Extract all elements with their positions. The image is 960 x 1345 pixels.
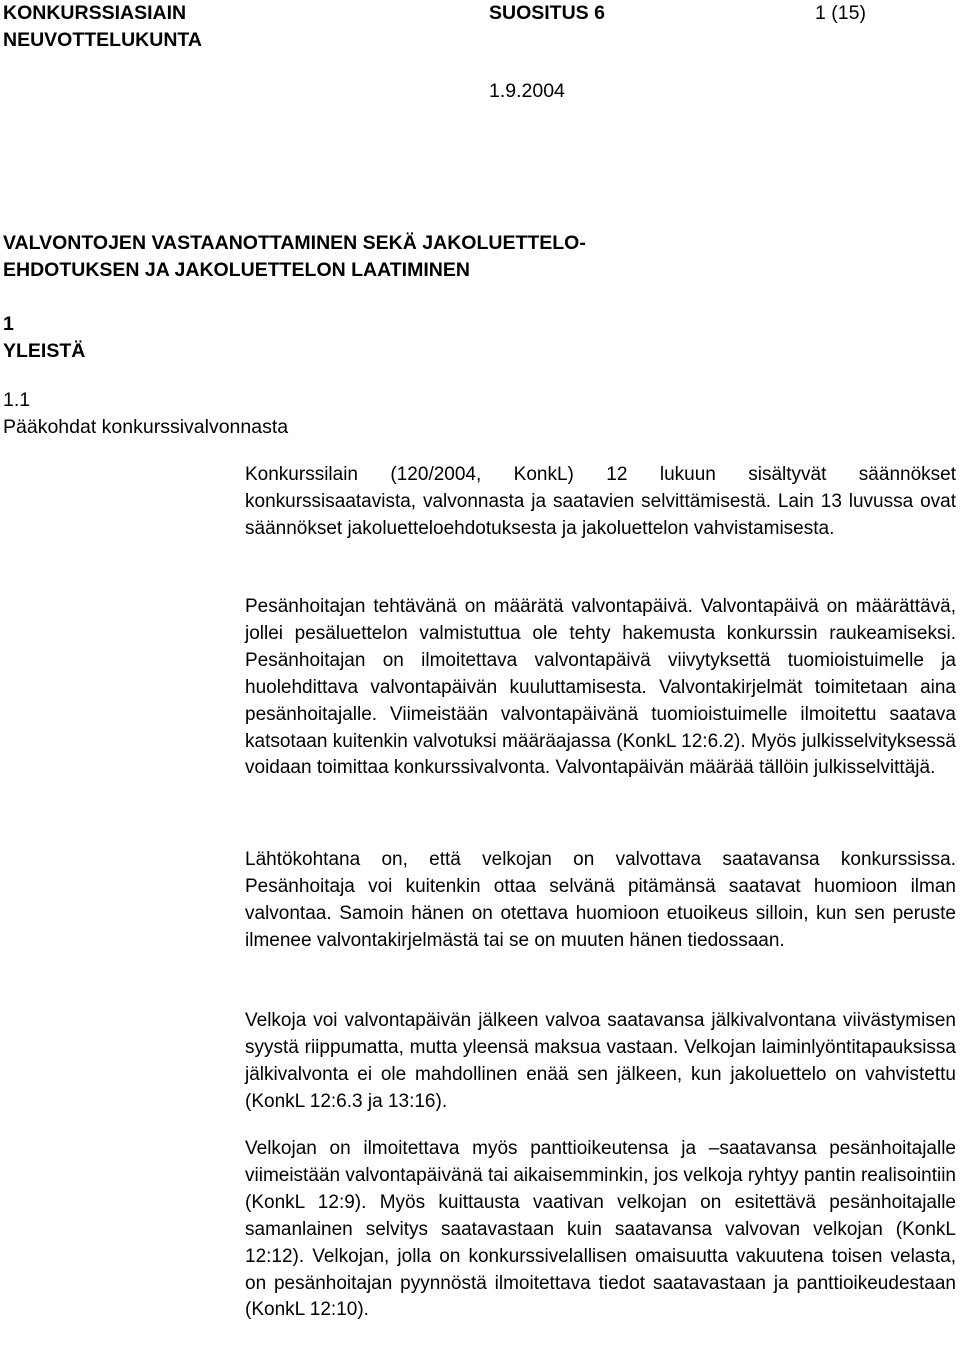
organization-name bbox=[3, 0, 202, 54]
section-number: 1 bbox=[3, 313, 14, 335]
paragraph: Pesänhoitajan tehtävänä on määrätä valvontapäivä. Valvontapäivä on määrättävä, jollei pesäluettelon valmistuttua ole tehty hakemusta konkurssin raukeamiseksi. Pesänhoitajan on ilmoitettava valvontapäivä viivytyksettä tuomioistuimelle ja huolehdittava valvontapäivän kuuluttamisesta. Valvontakirjelmät toimitetaan aina pesänhoitajalle. Viimeistään valvontapäivänä tuomioistuimelle ilmoitettu saatava katsotaan kuitenkin valvotuksi määräajassa (KonkL 12:6.2). Myös julkisselvityksessä voidaan toimittaa konkurssivalvonta. Valvontapäivän määrää tällöin julkisselvittäjä. bbox=[245, 596, 956, 779]
organization-name-line2: NEUVOTTELUKUNTA bbox=[3, 29, 202, 51]
document-type: SUOSITUS 6 bbox=[489, 2, 605, 24]
section-number: 1.1 bbox=[3, 389, 31, 411]
document-title bbox=[3, 230, 586, 284]
paragraph: Konkurssilain (120/2004, KonkL) 12 lukuun sisältyvät säännökset konkurssisaatavista, valvonnasta ja saatavien selvittämisestä. Lain 13 luvussa ovat säännökset jakoluetteloehdotuksesta ja jakoluettelon vahvistamisesta. bbox=[245, 464, 956, 539]
section-1-heading bbox=[3, 311, 85, 365]
document-title-line2: EHDOTUKSEN JA JAKOLUETTELON LAATIMINEN bbox=[3, 259, 470, 281]
section-title: Pääkohdat konkurssivalvonnasta bbox=[3, 416, 289, 438]
paragraph: Velkojan on ilmoitettava myös panttioikeutensa ja –saatavansa pesänhoitajalle viimeistään valvontapäivänä tai aikaisemminkin, jos velkoja ryhtyy pantin realisointiin (KonkL 12:9). Myös kuittausta vaativan velkojan on esitettävä pesänhoitajalle samanlainen selvitys saatavastaan kuin saatavansa valvovan velkojan (KonkL 12:12). Velkojan, jolla on konkurssivelallisen omaisuutta vakuutena toisen velasta, on pesänhoitajan pyynnöstä ilmoitettava tiedot saatavastaan ja panttioikeudestaan (KonkL 12:10). bbox=[245, 1138, 956, 1321]
organization-name-line1: KONKURSSIASIAIN bbox=[3, 2, 187, 24]
paragraph: Lähtökohtana on, että velkojan on valvottava saatavansa konkurssissa. Pesänhoitaja voi kuitenkin ottaa selvänä pitämänsä saatavat huomioon ilman valvontaa. Samoin hänen on otettava huomioon etuoikeus silloin, kun sen peruste ilmenee valvontakirjelmästä tai se on muuten hänen tiedossaan. bbox=[245, 849, 956, 951]
paragraph: Velkoja voi valvontapäivän jälkeen valvoa saatavansa jälkivalvontana viivästymisen syystä riippumatta, mutta yleensä maksua vastaan. Velkojan laiminlyöntitapauksissa jälkivalvonta ei ole mahdollinen enää sen jälkeen, kun jakoluettelo on vahvistettu (KonkL 12:6.3 ja 13:16). bbox=[245, 1010, 956, 1112]
document-title-line1: VALVONTOJEN VASTAANOTTAMINEN SEKÄ JAKOLUETTELO- bbox=[3, 232, 586, 254]
section-title: YLEISTÄ bbox=[3, 340, 86, 362]
page-number: 1 (15) bbox=[815, 2, 866, 24]
section-1-1-heading bbox=[3, 387, 288, 441]
document-date: 1.9.2004 bbox=[489, 80, 565, 102]
